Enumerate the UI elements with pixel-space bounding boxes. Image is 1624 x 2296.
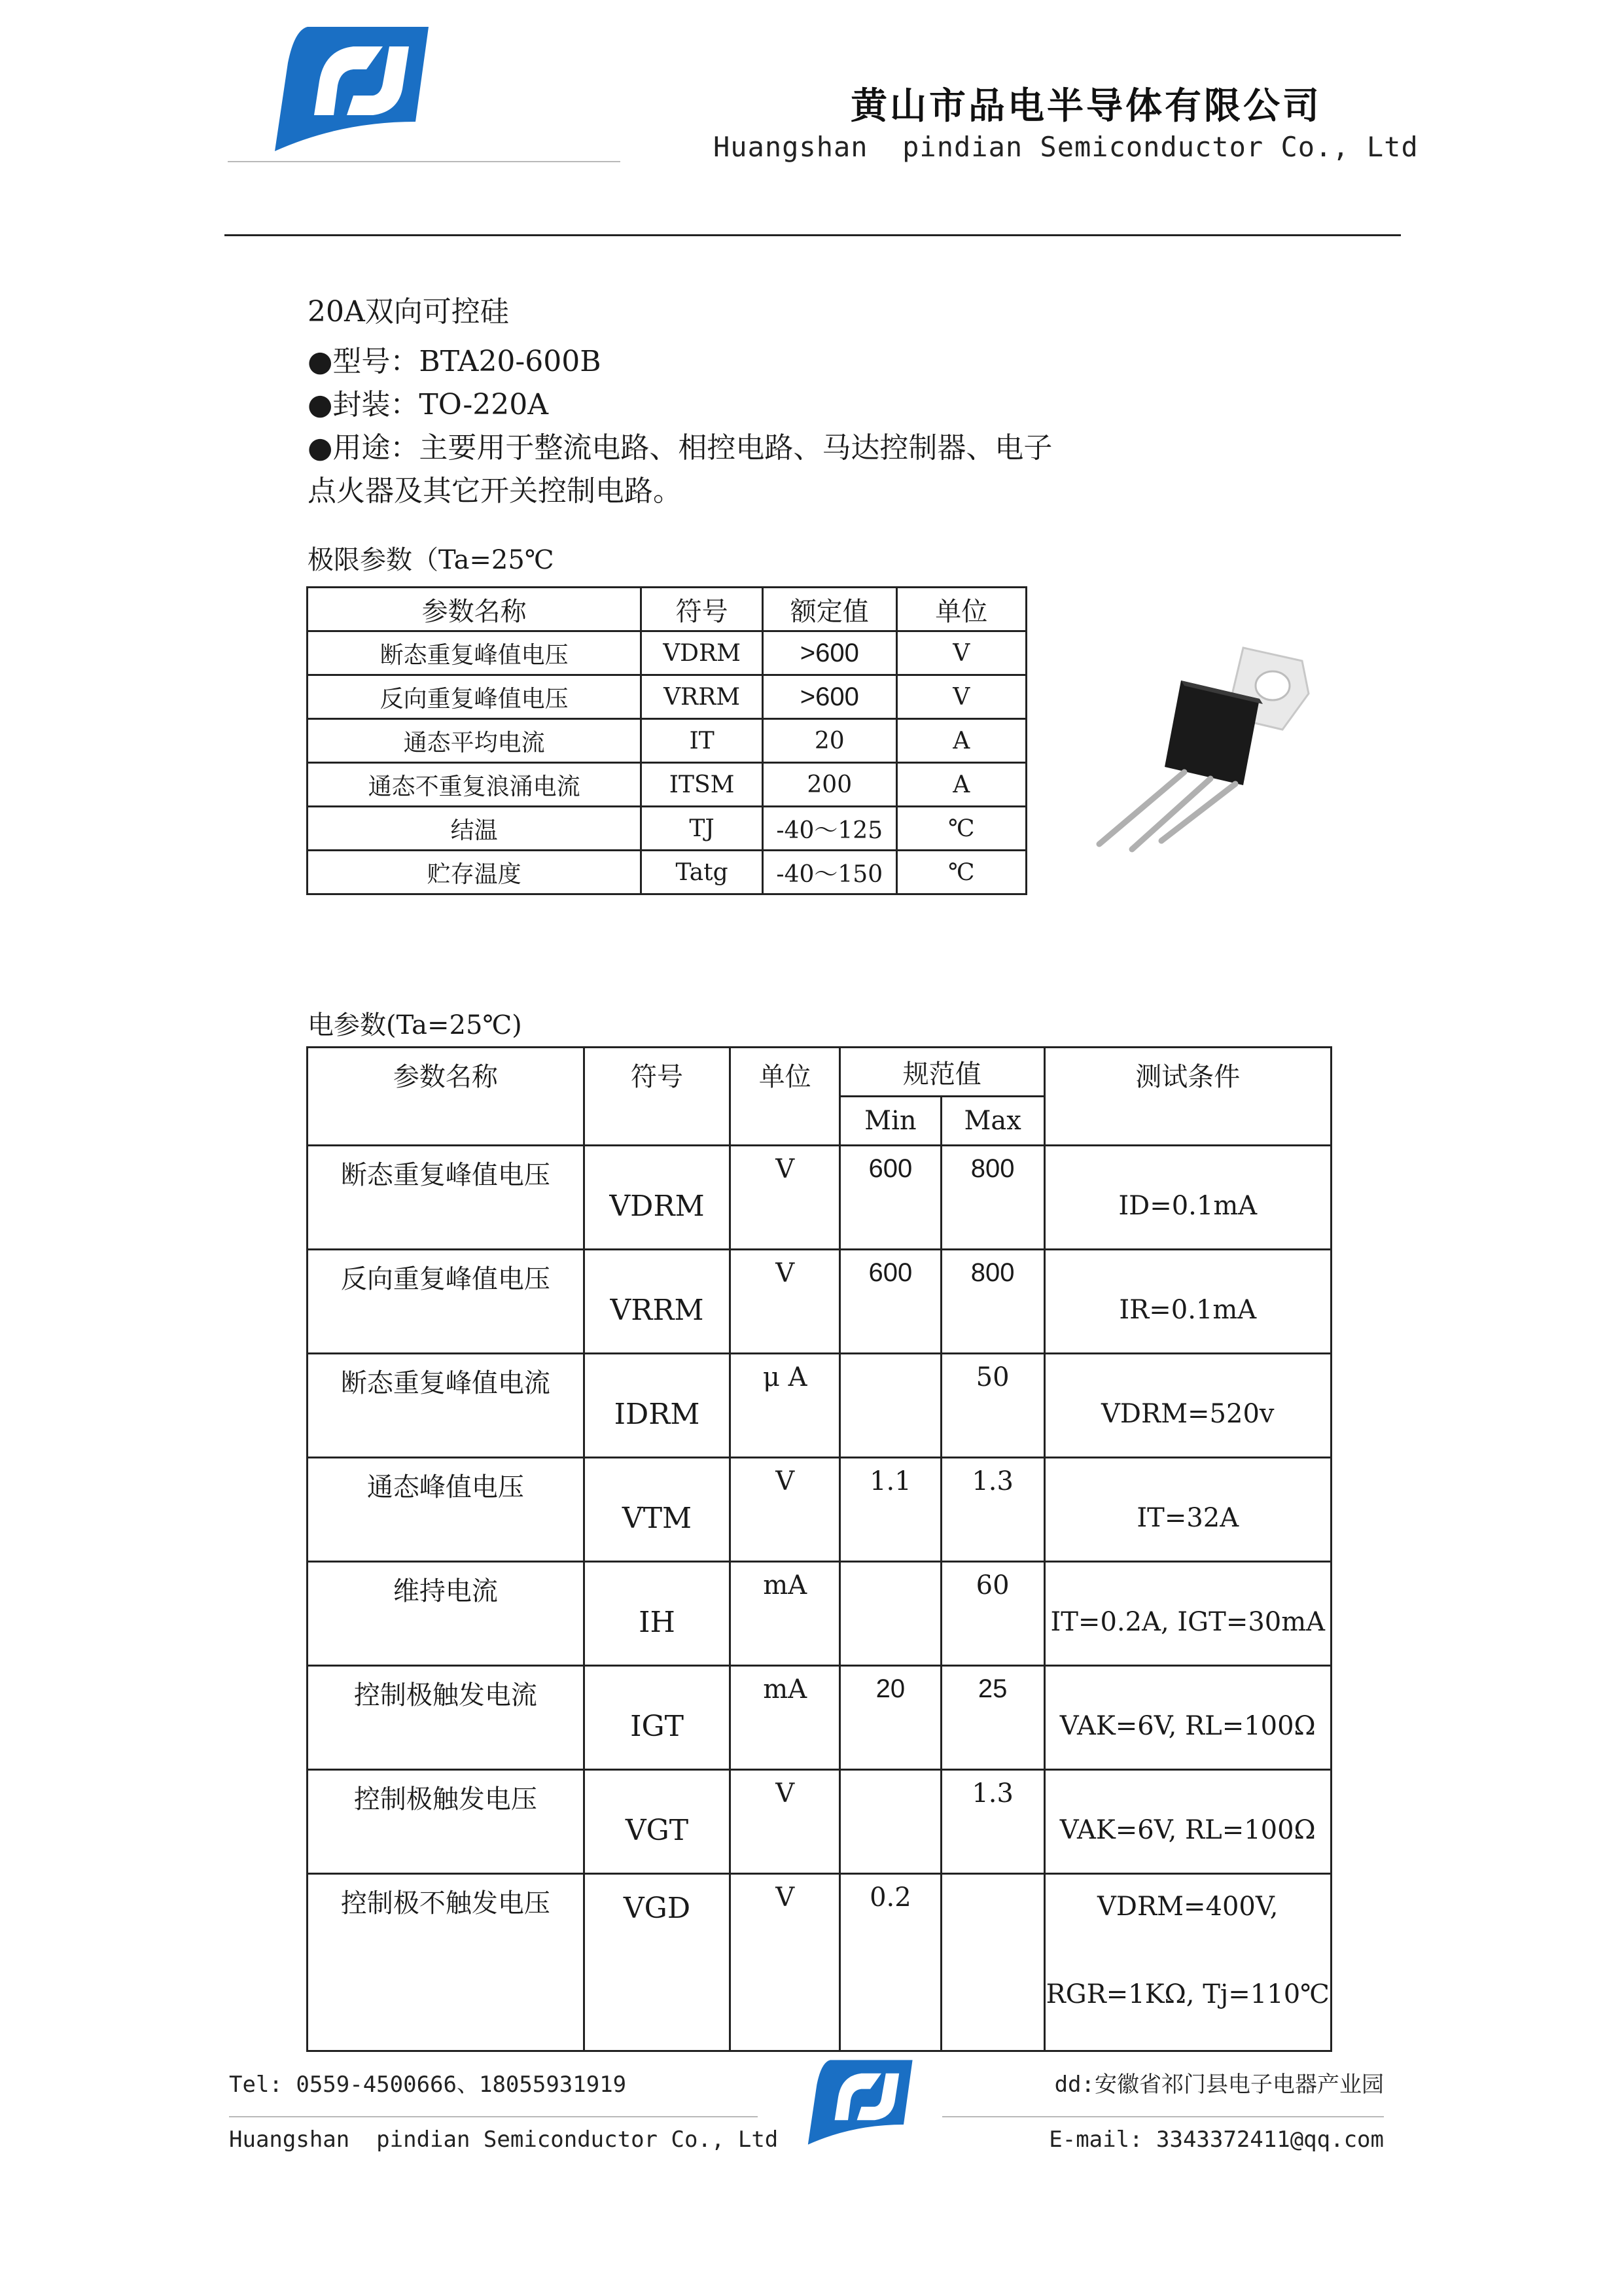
table-row xyxy=(308,675,1027,719)
cell-name: 控制极触发电流 xyxy=(308,1666,584,1770)
cell-symbol: TJ xyxy=(641,807,763,851)
condition-line-1: VDRM=400V, xyxy=(1097,1892,1279,1922)
cell-symbol: VDRM xyxy=(584,1146,730,1250)
table-row xyxy=(308,1666,1332,1770)
cell-unit: V xyxy=(730,1250,840,1354)
electrical-heading: 电参数(Ta=25℃) xyxy=(308,1010,522,1040)
product-package: ●封装：TO-220A xyxy=(308,388,549,421)
product-model: ●型号：BTA20-600B xyxy=(308,345,601,378)
cell-min xyxy=(840,1354,942,1458)
table-row xyxy=(308,1354,1332,1458)
cell-max xyxy=(941,1874,1044,2051)
cell-name: 结温 xyxy=(308,807,641,851)
product-usage-2: 点火器及其它开关控制电路。 xyxy=(308,474,682,508)
footer-tel: Tel: 0559-4500666、18055931919 xyxy=(229,2072,627,2098)
company-name-en: Huangshan pindian Semiconductor Co., Ltd xyxy=(713,131,1419,163)
cell-name: 贮存温度 xyxy=(308,851,641,894)
to220-package-image xyxy=(1086,641,1335,860)
cell-unit: V xyxy=(730,1770,840,1874)
company-name-cn: 黄山市品电半导体有限公司 xyxy=(851,85,1322,128)
cell-condition: VAK=6V, RL=100Ω xyxy=(1044,1770,1332,1874)
cell-name: 断态重复峰值电压 xyxy=(308,631,641,675)
cell-symbol: VRRM xyxy=(584,1250,730,1354)
table-row xyxy=(308,1562,1332,1666)
table-row xyxy=(308,1458,1332,1562)
cell-symbol: VGT xyxy=(584,1770,730,1874)
cell-rating: -40～150 xyxy=(762,851,896,894)
cell-unit: V xyxy=(730,1874,840,2051)
cell-name: 通态不重复浪涌电流 xyxy=(308,763,641,807)
cell-unit: V xyxy=(896,631,1026,675)
elec-col-spec: 规范值 xyxy=(840,1048,1044,1097)
cell-unit: mA xyxy=(730,1562,840,1666)
table-row xyxy=(308,807,1027,851)
table-row xyxy=(308,719,1027,763)
product-usage-1: ●用途：主要用于整流电路、相控电路、马达控制器、电子 xyxy=(308,431,1053,465)
cell-min: 20 xyxy=(840,1666,942,1770)
cell-condition: IR=0.1mA xyxy=(1044,1250,1332,1354)
limits-header-row xyxy=(308,588,1027,631)
electrical-table xyxy=(306,1046,1332,2052)
cell-name: 维持电流 xyxy=(308,1562,584,1666)
cell-max: 25 xyxy=(941,1666,1044,1770)
cell-min: 1.1 xyxy=(840,1458,942,1562)
header-logo-underline xyxy=(228,161,620,162)
cell-max: 60 xyxy=(941,1562,1044,1666)
cell-min xyxy=(840,1562,942,1666)
electrical-header-row xyxy=(308,1048,1332,1097)
cell-max: 800 xyxy=(941,1146,1044,1250)
limits-table xyxy=(306,586,1027,895)
table-row xyxy=(308,1250,1332,1354)
cell-max: 800 xyxy=(941,1250,1044,1354)
elec-col-unit: 单位 xyxy=(730,1048,840,1146)
limits-col-unit: 单位 xyxy=(896,588,1026,631)
footer-left-line xyxy=(229,2116,758,2117)
cell-symbol: ITSM xyxy=(641,763,763,807)
cell-rating: 200 xyxy=(762,763,896,807)
cell-symbol: VGD xyxy=(584,1874,730,2051)
cell-name: 通态峰值电压 xyxy=(308,1458,584,1562)
cell-condition: VAK=6V, RL=100Ω xyxy=(1044,1666,1332,1770)
footer-right-line xyxy=(942,2116,1384,2117)
cell-rating: >600 xyxy=(762,631,896,675)
cell-rating: >600 xyxy=(762,675,896,719)
cell-name: 通态平均电流 xyxy=(308,719,641,763)
table-row xyxy=(308,851,1027,894)
cell-name: 反向重复峰值电压 xyxy=(308,1250,584,1354)
elec-col-max: Max xyxy=(941,1097,1044,1146)
table-row xyxy=(308,1146,1332,1250)
table-row xyxy=(308,1874,1332,2051)
cell-condition: ID=0.1mA xyxy=(1044,1146,1332,1250)
cell-name: 断态重复峰值电压 xyxy=(308,1146,584,1250)
cell-rating: 20 xyxy=(762,719,896,763)
cell-condition xyxy=(1044,1874,1332,2051)
limits-col-rating: 额定值 xyxy=(762,588,896,631)
cell-symbol: VDRM xyxy=(641,631,763,675)
cell-symbol: IGT xyxy=(584,1666,730,1770)
cell-min: 0.2 xyxy=(840,1874,942,2051)
cell-rating: -40～125 xyxy=(762,807,896,851)
cell-unit: A xyxy=(896,719,1026,763)
product-title: 20A双向可控硅 xyxy=(308,295,509,328)
cell-max: 1.3 xyxy=(941,1770,1044,1874)
elec-col-name: 参数名称 xyxy=(308,1048,584,1146)
cell-unit: ℃ xyxy=(896,851,1026,894)
cell-symbol: VRRM xyxy=(641,675,763,719)
cell-symbol: IDRM xyxy=(584,1354,730,1458)
cell-min: 600 xyxy=(840,1250,942,1354)
company-logo xyxy=(268,24,432,154)
footer-logo xyxy=(803,2058,915,2147)
footer-email: E-mail: 3343372411@qq.com xyxy=(1049,2127,1384,2153)
footer-company-en: Huangshan pindian Semiconductor Co., Ltd xyxy=(229,2127,779,2153)
table-row xyxy=(308,763,1027,807)
cell-symbol: Tatg xyxy=(641,851,763,894)
table-row xyxy=(308,631,1027,675)
cell-min: 600 xyxy=(840,1146,942,1250)
cell-condition: IT=0.2A, IGT=30mA xyxy=(1044,1562,1332,1666)
cell-unit: mA xyxy=(730,1666,840,1770)
cell-name: 控制极触发电压 xyxy=(308,1770,584,1874)
elec-col-min: Min xyxy=(840,1097,942,1146)
limits-col-name: 参数名称 xyxy=(308,588,641,631)
limits-col-symbol: 符号 xyxy=(641,588,763,631)
cell-unit: ℃ xyxy=(896,807,1026,851)
cell-unit: V xyxy=(730,1146,840,1250)
elec-col-symbol: 符号 xyxy=(584,1048,730,1146)
cell-unit: V xyxy=(896,675,1026,719)
cell-max: 50 xyxy=(941,1354,1044,1458)
cell-unit: μ A xyxy=(730,1354,840,1458)
cell-unit: A xyxy=(896,763,1026,807)
cell-symbol: VTM xyxy=(584,1458,730,1562)
cell-condition: IT=32A xyxy=(1044,1458,1332,1562)
limits-heading: 极限参数（Ta=25℃ xyxy=(308,545,554,575)
condition-line-2: RGR=1KΩ, Tj=110℃ xyxy=(1046,1979,1330,2009)
cell-symbol: IT xyxy=(641,719,763,763)
cell-max: 1.3 xyxy=(941,1458,1044,1562)
cell-min xyxy=(840,1770,942,1874)
footer-address: dd:安徽省祁门县电子电器产业园 xyxy=(1054,2072,1384,2098)
elec-col-condition: 测试条件 xyxy=(1044,1048,1332,1146)
cell-condition: VDRM=520v xyxy=(1044,1354,1332,1458)
cell-name: 断态重复峰值电流 xyxy=(308,1354,584,1458)
table-row xyxy=(308,1770,1332,1874)
cell-name: 反向重复峰值电压 xyxy=(308,675,641,719)
cell-name: 控制极不触发电压 xyxy=(308,1874,584,2051)
header-rule xyxy=(224,234,1401,236)
cell-unit: V xyxy=(730,1458,840,1562)
cell-symbol: IH xyxy=(584,1562,730,1666)
